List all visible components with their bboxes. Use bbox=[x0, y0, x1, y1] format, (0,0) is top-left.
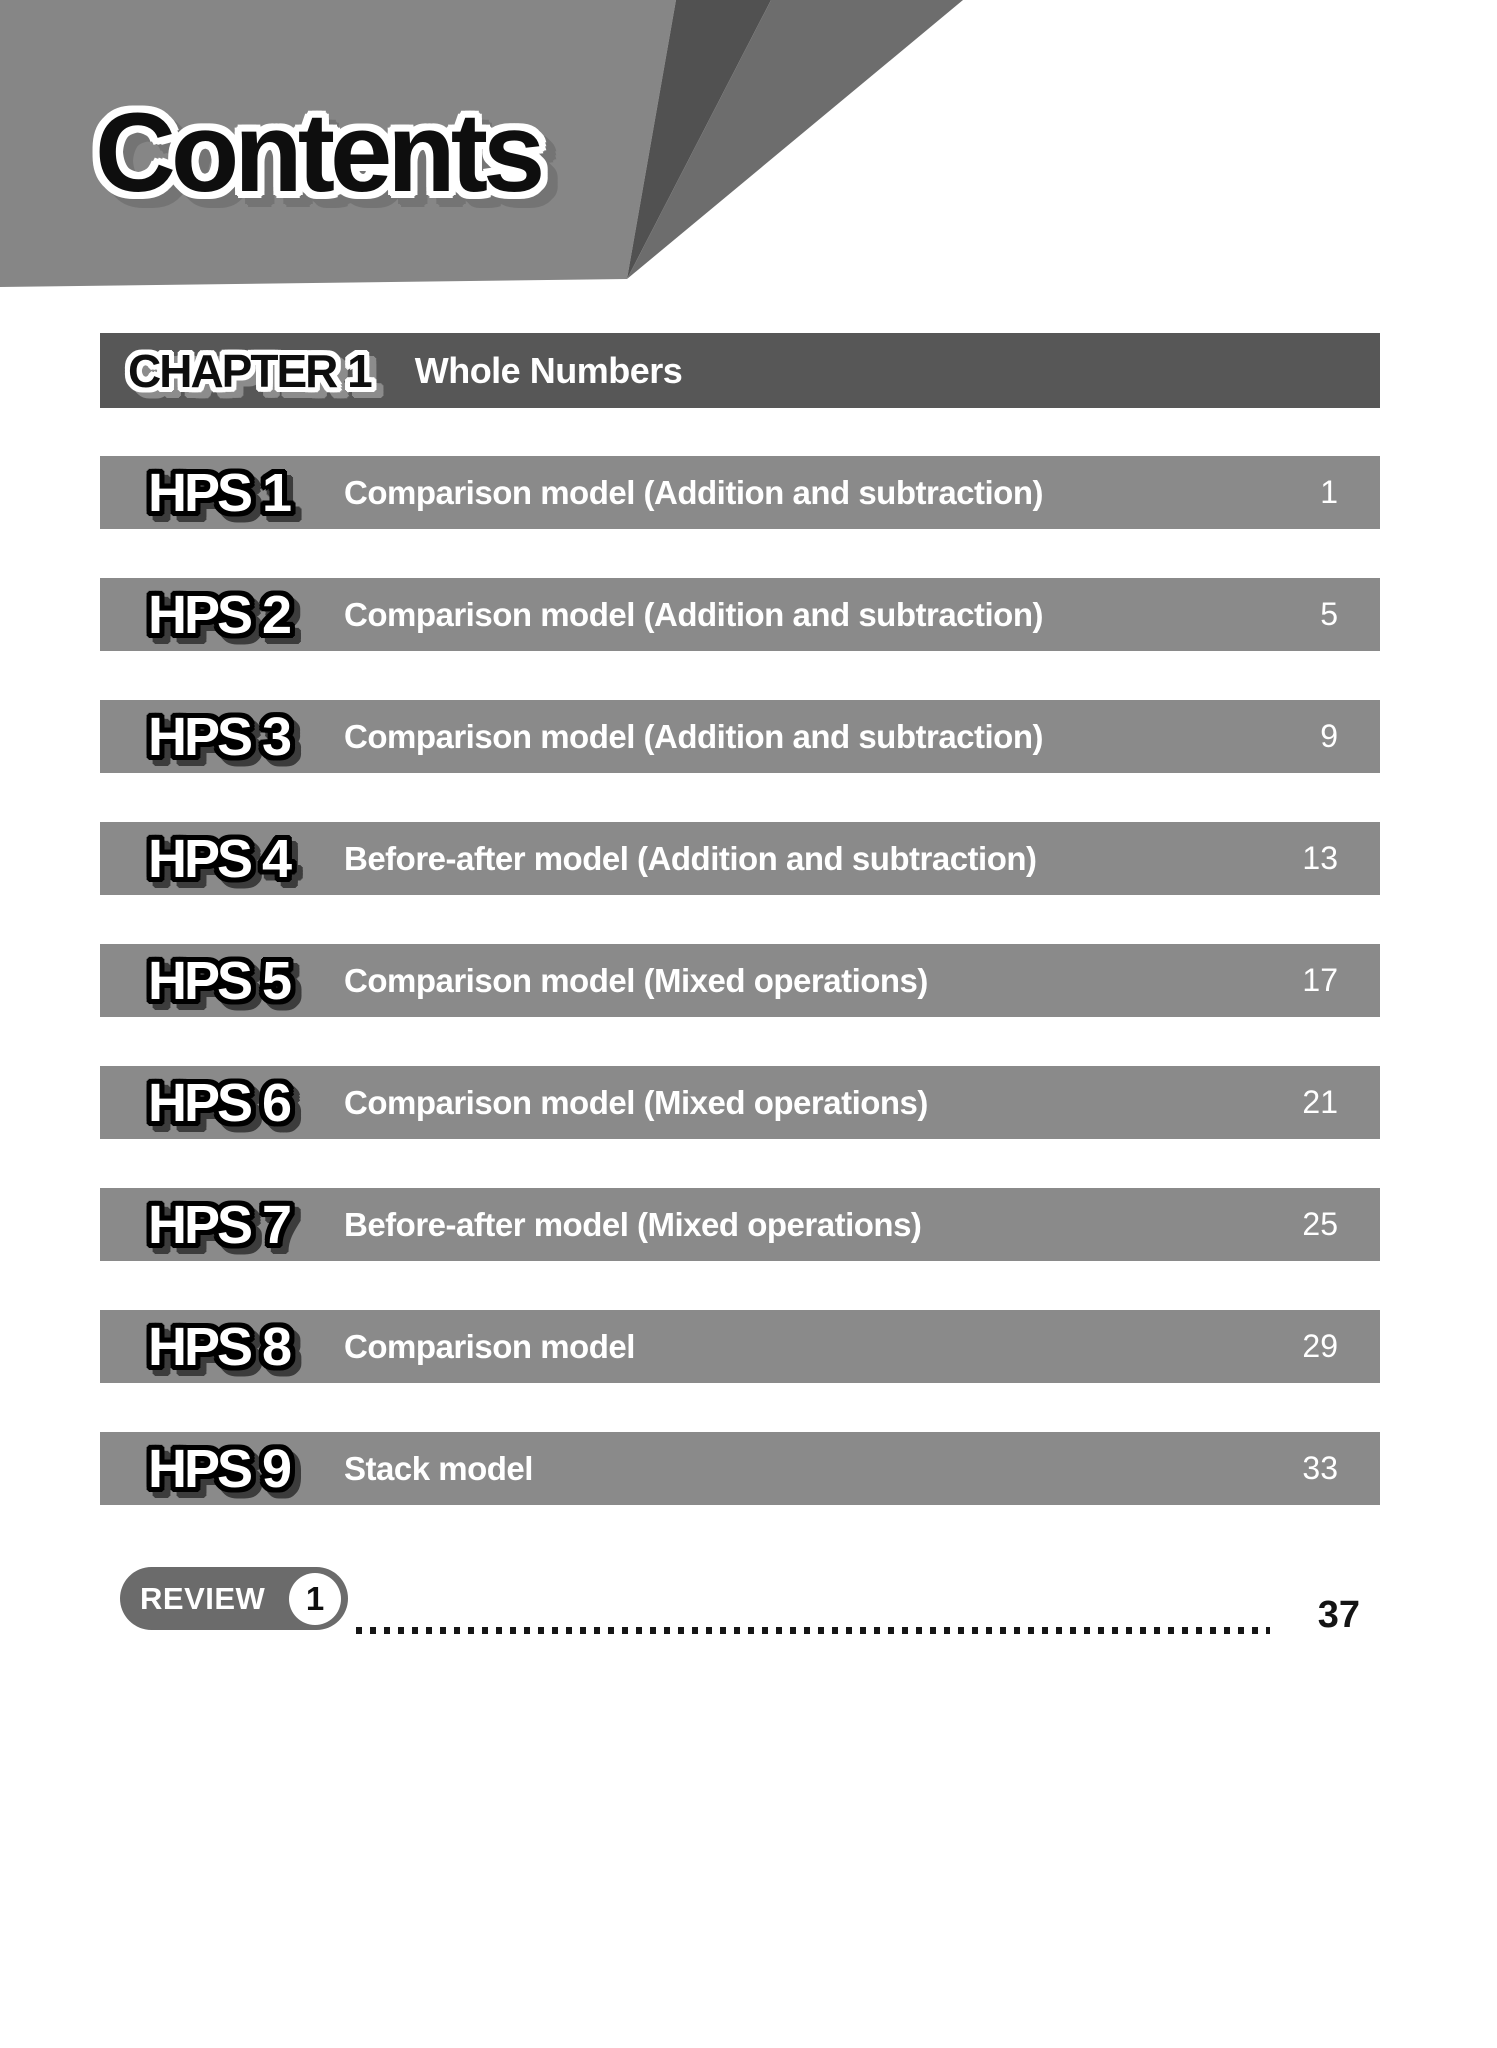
toc-row bbox=[100, 578, 1380, 651]
toc-row-title: Before-after model (Addition and subtraction) bbox=[344, 839, 1037, 877]
toc-row-title: Before-after model (Mixed operations) bbox=[344, 1205, 922, 1243]
toc-row-page: 1 bbox=[1320, 474, 1338, 510]
toc-row bbox=[100, 1066, 1380, 1139]
chapter-title: Whole Numbers bbox=[414, 349, 683, 391]
hps-badge: HPS 5 bbox=[148, 950, 290, 1011]
chapter-bar bbox=[100, 333, 1380, 408]
hps-badge: HPS 2 bbox=[148, 584, 290, 645]
leader-dots bbox=[356, 1627, 1270, 1634]
toc-row-page: 13 bbox=[1302, 840, 1338, 876]
toc-row-page: 33 bbox=[1302, 1450, 1338, 1486]
toc-row bbox=[100, 822, 1380, 895]
toc-row-title: Stack model bbox=[344, 1449, 533, 1487]
chapter-badge: CHAPTER 1 bbox=[128, 344, 371, 397]
toc-row-page: 29 bbox=[1302, 1328, 1338, 1364]
review-number: 1 bbox=[305, 1579, 325, 1617]
review-number-circle bbox=[289, 1573, 341, 1625]
hps-badge: HPS 4 bbox=[148, 828, 290, 889]
toc-row bbox=[100, 1188, 1380, 1261]
toc-row-title: Comparison model (Addition and subtraction) bbox=[344, 473, 1043, 511]
page-title: Contents bbox=[95, 90, 541, 215]
toc-row-page: 25 bbox=[1302, 1206, 1338, 1242]
toc-row-page: 5 bbox=[1320, 596, 1338, 632]
review-badge bbox=[120, 1567, 348, 1630]
toc-row-title: Comparison model (Mixed operations) bbox=[344, 1083, 928, 1121]
review-label: REVIEW bbox=[140, 1580, 266, 1616]
toc-row-title: Comparison model (Addition and subtraction) bbox=[344, 717, 1043, 755]
toc-row-title: Comparison model (Addition and subtraction) bbox=[344, 595, 1043, 633]
hps-badge: HPS 8 bbox=[148, 1316, 290, 1377]
toc-row bbox=[100, 456, 1380, 529]
toc-row bbox=[100, 944, 1380, 1017]
toc-row bbox=[100, 1432, 1380, 1505]
toc-row bbox=[100, 1310, 1380, 1383]
toc-row-page: 17 bbox=[1302, 962, 1338, 998]
masthead bbox=[0, 0, 1497, 300]
toc-row-page: 9 bbox=[1320, 718, 1338, 754]
hps-badge: HPS 1 bbox=[148, 462, 290, 523]
hps-badge: HPS 6 bbox=[148, 1072, 290, 1133]
review-page-number: 37 bbox=[1317, 1594, 1360, 1636]
hps-badge: HPS 7 bbox=[148, 1194, 290, 1255]
hps-badge: HPS 9 bbox=[148, 1438, 290, 1499]
toc-row-title: Comparison model bbox=[344, 1327, 635, 1365]
toc-row-title: Comparison model (Mixed operations) bbox=[344, 961, 928, 999]
toc-row-page: 21 bbox=[1302, 1084, 1338, 1120]
hps-badge: HPS 3 bbox=[148, 706, 290, 767]
toc-row bbox=[100, 700, 1380, 773]
